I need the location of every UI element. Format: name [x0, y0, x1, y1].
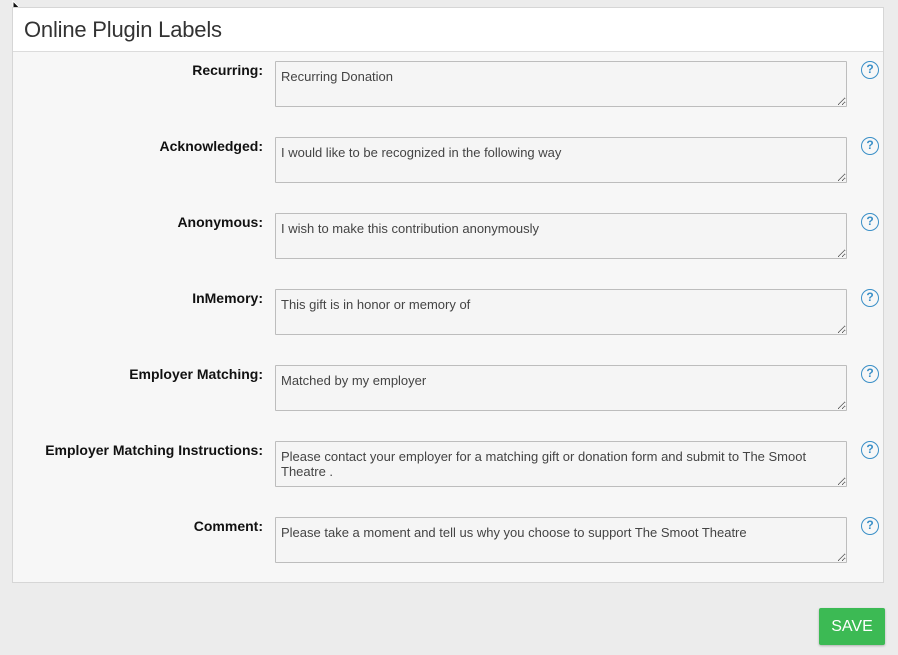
field-label-acknowledged: Acknowledged:: [159, 138, 263, 154]
field-label-anonymous: Anonymous:: [177, 214, 263, 230]
field-label-employer-matching: Employer Matching:: [129, 366, 263, 382]
employer-matching-instructions-textarea[interactable]: [275, 441, 847, 487]
comment-textarea[interactable]: [275, 517, 847, 563]
field-label-recurring: Recurring:: [192, 62, 263, 78]
help-icon[interactable]: ?: [861, 365, 879, 383]
panel-header: [13, 8, 883, 52]
field-row-employer-matching-instructions: [13, 441, 885, 489]
help-icon[interactable]: ?: [861, 441, 879, 459]
field-label-employer-matching-instructions: Employer Matching Instructions:: [45, 442, 263, 458]
inmemory-textarea[interactable]: [275, 289, 847, 335]
online-plugin-labels-panel: [12, 7, 884, 583]
employer-matching-textarea[interactable]: [275, 365, 847, 411]
field-label-inmemory: InMemory:: [192, 290, 263, 306]
help-icon[interactable]: ?: [861, 137, 879, 155]
field-row-recurring: [13, 61, 885, 109]
field-label-comment: Comment:: [193, 518, 263, 534]
field-row-employer-matching: [13, 365, 885, 413]
field-row-acknowledged: [13, 137, 885, 185]
field-row-comment: [13, 517, 885, 565]
field-row-anonymous: [13, 213, 885, 261]
help-icon[interactable]: ?: [861, 517, 879, 535]
panel-title: Online Plugin Labels: [24, 16, 222, 42]
help-icon[interactable]: ?: [861, 61, 879, 79]
acknowledged-textarea[interactable]: [275, 137, 847, 183]
anonymous-textarea[interactable]: [275, 213, 847, 259]
help-icon[interactable]: ?: [861, 213, 879, 231]
help-icon[interactable]: ?: [861, 289, 879, 307]
field-row-inmemory: [13, 289, 885, 337]
recurring-textarea[interactable]: [275, 61, 847, 107]
save-button[interactable]: SAVE: [819, 608, 885, 645]
